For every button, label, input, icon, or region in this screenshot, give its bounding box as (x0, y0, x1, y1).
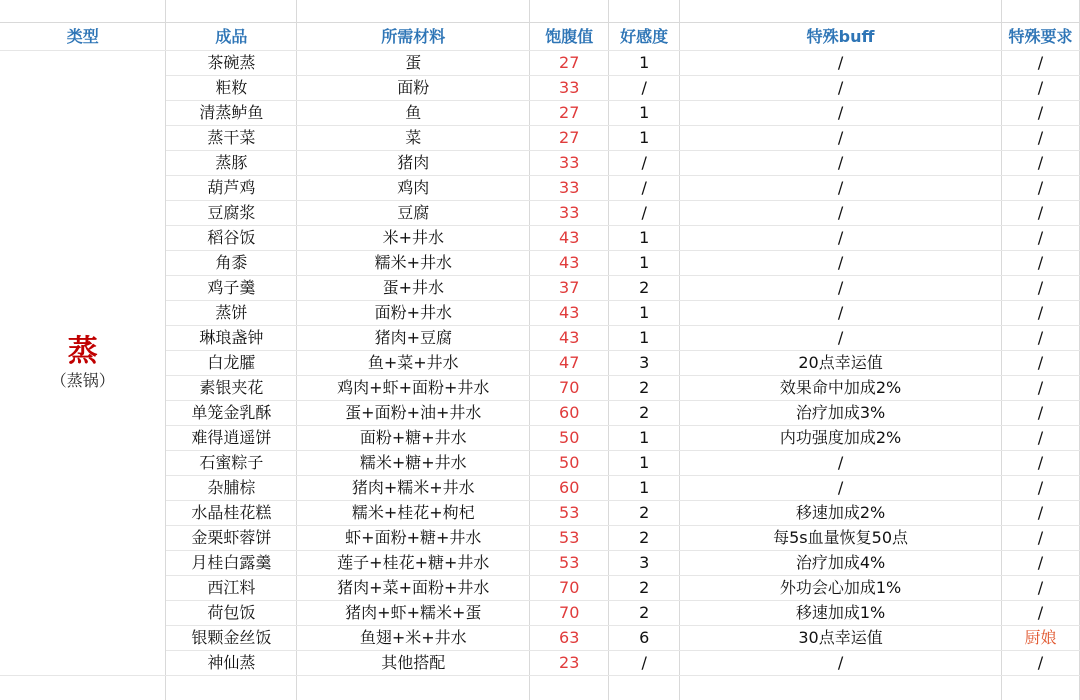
blank-cell[interactable] (609, 676, 680, 700)
cell-favor[interactable]: 1 (609, 101, 680, 126)
cell-materials[interactable]: 猪肉+豆腐 (297, 326, 530, 351)
cell-satiety[interactable]: 70 (530, 576, 609, 601)
category-cell[interactable] (0, 51, 166, 676)
cell-materials[interactable]: 蛋+井水 (297, 276, 530, 301)
cell-favor[interactable]: / (609, 76, 680, 101)
blank-cell[interactable] (530, 0, 609, 23)
table-row (0, 51, 1080, 76)
cell-favor[interactable]: 3 (609, 551, 680, 576)
cell-buff[interactable]: 外功会心加成1% (680, 576, 1002, 601)
cell-buff[interactable]: 治疗加成3% (680, 401, 1002, 426)
cell-requirement[interactable]: / (1001, 426, 1079, 451)
cell-favor[interactable]: 2 (609, 501, 680, 526)
cell-satiety[interactable]: 53 (530, 501, 609, 526)
cell-favor[interactable]: 2 (609, 376, 680, 401)
cell-materials[interactable]: 面粉+井水 (297, 301, 530, 326)
cell-favor[interactable]: 1 (609, 251, 680, 276)
category-name: 蒸 (0, 335, 165, 369)
cell-buff[interactable]: / (680, 201, 1002, 226)
cell-materials[interactable]: 蛋 (297, 51, 530, 76)
cell-product[interactable]: 西江料 (166, 576, 297, 601)
blank-cell[interactable] (1001, 0, 1079, 23)
cell-materials[interactable]: 蛋+面粉+油+井水 (297, 401, 530, 426)
cell-requirement[interactable]: / (1001, 151, 1079, 176)
cell-requirement[interactable]: / (1001, 651, 1079, 676)
cell-product[interactable]: 难得逍遥饼 (166, 426, 297, 451)
cell-buff[interactable]: / (680, 276, 1002, 301)
cell-product[interactable]: 琳琅盏钟 (166, 326, 297, 351)
cell-requirement[interactable]: / (1001, 51, 1079, 76)
cell-satiety[interactable]: 47 (530, 351, 609, 376)
cell-satiety[interactable]: 37 (530, 276, 609, 301)
cell-buff[interactable]: / (680, 226, 1002, 251)
cell-materials[interactable]: 面粉 (297, 76, 530, 101)
cell-favor[interactable]: 3 (609, 351, 680, 376)
cell-favor[interactable]: 1 (609, 326, 680, 351)
cell-materials[interactable]: 虾+面粉+糖+井水 (297, 526, 530, 551)
cell-requirement[interactable]: / (1001, 326, 1079, 351)
cell-product[interactable]: 荷包饭 (166, 601, 297, 626)
cell-materials[interactable]: 鸡肉+虾+面粉+井水 (297, 376, 530, 401)
cell-requirement[interactable]: / (1001, 351, 1079, 376)
cell-product[interactable]: 清蒸鲈鱼 (166, 101, 297, 126)
cell-favor[interactable]: 2 (609, 401, 680, 426)
header-row (0, 23, 1080, 51)
cell-product[interactable]: 茶碗蒸 (166, 51, 297, 76)
header-type[interactable]: 类型 (0, 23, 166, 51)
cell-requirement[interactable]: 厨娘 (1001, 626, 1079, 651)
cell-requirement[interactable]: / (1001, 301, 1079, 326)
cell-buff[interactable]: 移速加成1% (680, 601, 1002, 626)
cell-materials[interactable]: 糯米+桂花+枸杞 (297, 501, 530, 526)
cell-buff[interactable]: 20点幸运值 (680, 351, 1002, 376)
cell-buff[interactable]: / (680, 151, 1002, 176)
cell-requirement[interactable]: / (1001, 201, 1079, 226)
header-requirement[interactable]: 特殊要求 (1001, 23, 1079, 51)
blank-cell[interactable] (297, 676, 530, 700)
cell-requirement[interactable]: / (1001, 601, 1079, 626)
cell-product[interactable]: 角黍 (166, 251, 297, 276)
cell-buff[interactable]: 治疗加成4% (680, 551, 1002, 576)
cell-satiety[interactable]: 70 (530, 601, 609, 626)
cell-materials[interactable]: 糯米+井水 (297, 251, 530, 276)
cell-requirement[interactable]: / (1001, 251, 1079, 276)
blank-cell[interactable] (166, 0, 297, 23)
cell-buff[interactable]: / (680, 326, 1002, 351)
cell-requirement[interactable]: / (1001, 126, 1079, 151)
cell-materials[interactable]: 糯米+糖+井水 (297, 451, 530, 476)
cell-satiety[interactable]: 60 (530, 476, 609, 501)
cell-materials[interactable]: 菜 (297, 126, 530, 151)
cell-requirement[interactable]: / (1001, 551, 1079, 576)
cell-materials[interactable]: 猪肉 (297, 151, 530, 176)
cell-product[interactable]: 银颗金丝饭 (166, 626, 297, 651)
cell-buff[interactable]: 内功强度加成2% (680, 426, 1002, 451)
cell-product[interactable]: 石蜜粽子 (166, 451, 297, 476)
cell-requirement[interactable]: / (1001, 401, 1079, 426)
cell-materials[interactable]: 猪肉+菜+面粉+井水 (297, 576, 530, 601)
cell-favor[interactable]: 2 (609, 576, 680, 601)
cell-favor[interactable]: 1 (609, 476, 680, 501)
cell-requirement[interactable]: / (1001, 376, 1079, 401)
cell-favor[interactable]: 1 (609, 226, 680, 251)
cell-materials[interactable]: 猪肉+虾+糯米+蛋 (297, 601, 530, 626)
cell-materials[interactable]: 面粉+糖+井水 (297, 426, 530, 451)
cell-requirement[interactable]: / (1001, 76, 1079, 101)
blank-cell[interactable] (530, 676, 609, 700)
cell-favor[interactable]: 1 (609, 426, 680, 451)
cell-favor[interactable]: / (609, 176, 680, 201)
cell-buff[interactable]: / (680, 301, 1002, 326)
cell-favor[interactable]: 2 (609, 276, 680, 301)
cell-product[interactable]: 粔籹 (166, 76, 297, 101)
cell-favor[interactable]: 1 (609, 451, 680, 476)
cell-buff[interactable]: / (680, 651, 1002, 676)
category-sub: （蒸锅） (0, 371, 165, 391)
cell-product[interactable]: 鸡子羹 (166, 276, 297, 301)
cell-buff[interactable]: / (680, 451, 1002, 476)
cell-requirement[interactable]: / (1001, 526, 1079, 551)
cell-satiety[interactable]: 23 (530, 651, 609, 676)
cell-product[interactable]: 神仙蒸 (166, 651, 297, 676)
cell-satiety[interactable]: 43 (530, 226, 609, 251)
top-blank-row (0, 0, 1080, 23)
header-buff[interactable]: 特殊buff (680, 23, 1002, 51)
cell-favor[interactable]: 1 (609, 301, 680, 326)
cell-favor[interactable]: 2 (609, 601, 680, 626)
cell-favor[interactable]: 2 (609, 526, 680, 551)
cell-buff[interactable]: / (680, 476, 1002, 501)
header-materials[interactable]: 所需材料 (297, 23, 530, 51)
cell-materials[interactable]: 鱼翅+米+井水 (297, 626, 530, 651)
cell-buff[interactable]: 每5s血量恢复50点 (680, 526, 1002, 551)
cell-materials[interactable]: 莲子+桂花+糖+井水 (297, 551, 530, 576)
cell-requirement[interactable]: / (1001, 101, 1079, 126)
cell-buff[interactable]: 30点幸运值 (680, 626, 1002, 651)
blank-cell[interactable] (297, 0, 530, 23)
cell-requirement[interactable]: / (1001, 501, 1079, 526)
bottom-blank-row (0, 676, 1080, 700)
cell-satiety[interactable]: 43 (530, 326, 609, 351)
cell-materials[interactable]: 鱼+菜+井水 (297, 351, 530, 376)
cell-requirement[interactable]: / (1001, 476, 1079, 501)
blank-cell[interactable] (1001, 676, 1079, 700)
cell-satiety[interactable]: 33 (530, 151, 609, 176)
cell-buff[interactable]: / (680, 101, 1002, 126)
cell-buff[interactable]: / (680, 126, 1002, 151)
cell-satiety[interactable]: 43 (530, 251, 609, 276)
cell-materials[interactable]: 鸡肉 (297, 176, 530, 201)
cell-satiety[interactable]: 63 (530, 626, 609, 651)
blank-cell[interactable] (0, 676, 166, 700)
cell-requirement[interactable]: / (1001, 576, 1079, 601)
cell-satiety[interactable]: 53 (530, 551, 609, 576)
cell-favor[interactable]: 6 (609, 626, 680, 651)
cell-buff[interactable]: 移速加成2% (680, 501, 1002, 526)
cell-buff[interactable]: / (680, 251, 1002, 276)
cell-favor[interactable]: / (609, 651, 680, 676)
cell-product[interactable]: 稻谷饭 (166, 226, 297, 251)
cell-product[interactable]: 金栗虾蓉饼 (166, 526, 297, 551)
cell-satiety[interactable]: 70 (530, 376, 609, 401)
cell-satiety[interactable]: 60 (530, 401, 609, 426)
cell-satiety[interactable]: 27 (530, 126, 609, 151)
cell-satiety[interactable]: 43 (530, 301, 609, 326)
cell-favor[interactable]: / (609, 201, 680, 226)
cell-buff[interactable]: / (680, 176, 1002, 201)
cell-requirement[interactable]: / (1001, 226, 1079, 251)
blank-cell[interactable] (680, 676, 1002, 700)
cell-requirement[interactable]: / (1001, 176, 1079, 201)
cell-materials[interactable]: 豆腐 (297, 201, 530, 226)
cell-favor[interactable]: 1 (609, 51, 680, 76)
cell-product[interactable]: 豆腐浆 (166, 201, 297, 226)
cell-satiety[interactable]: 33 (530, 176, 609, 201)
cell-product[interactable]: 水晶桂花糕 (166, 501, 297, 526)
cell-requirement[interactable]: / (1001, 451, 1079, 476)
cell-product[interactable]: 蒸饼 (166, 301, 297, 326)
cell-satiety[interactable]: 53 (530, 526, 609, 551)
cell-product[interactable]: 素银夹花 (166, 376, 297, 401)
cell-buff[interactable]: / (680, 51, 1002, 76)
cell-materials[interactable]: 猪肉+糯米+井水 (297, 476, 530, 501)
blank-cell[interactable] (680, 0, 1002, 23)
cell-product[interactable]: 杂脯棕 (166, 476, 297, 501)
cell-satiety[interactable]: 33 (530, 76, 609, 101)
cell-favor[interactable]: / (609, 151, 680, 176)
blank-cell[interactable] (166, 676, 297, 700)
blank-cell[interactable] (0, 0, 166, 23)
cell-product[interactable]: 蒸干菜 (166, 126, 297, 151)
cell-product[interactable]: 月桂白露羹 (166, 551, 297, 576)
cell-satiety[interactable]: 50 (530, 426, 609, 451)
cell-requirement[interactable]: / (1001, 276, 1079, 301)
cell-materials[interactable]: 米+井水 (297, 226, 530, 251)
cell-satiety[interactable]: 27 (530, 101, 609, 126)
cell-favor[interactable]: 1 (609, 126, 680, 151)
cell-materials[interactable]: 鱼 (297, 101, 530, 126)
cell-satiety[interactable]: 27 (530, 51, 609, 76)
cell-product[interactable]: 单笼金乳酥 (166, 401, 297, 426)
header-satiety[interactable]: 饱腹值 (530, 23, 609, 51)
blank-cell[interactable] (609, 0, 680, 23)
cell-satiety[interactable]: 50 (530, 451, 609, 476)
cell-buff[interactable]: / (680, 76, 1002, 101)
header-product[interactable]: 成品 (166, 23, 297, 51)
cell-product[interactable]: 葫芦鸡 (166, 176, 297, 201)
cell-materials[interactable]: 其他搭配 (297, 651, 530, 676)
cell-buff[interactable]: 效果命中加成2% (680, 376, 1002, 401)
header-favor[interactable]: 好感度 (609, 23, 680, 51)
cell-satiety[interactable]: 33 (530, 201, 609, 226)
cell-product[interactable]: 白龙臛 (166, 351, 297, 376)
cell-product[interactable]: 蒸豚 (166, 151, 297, 176)
